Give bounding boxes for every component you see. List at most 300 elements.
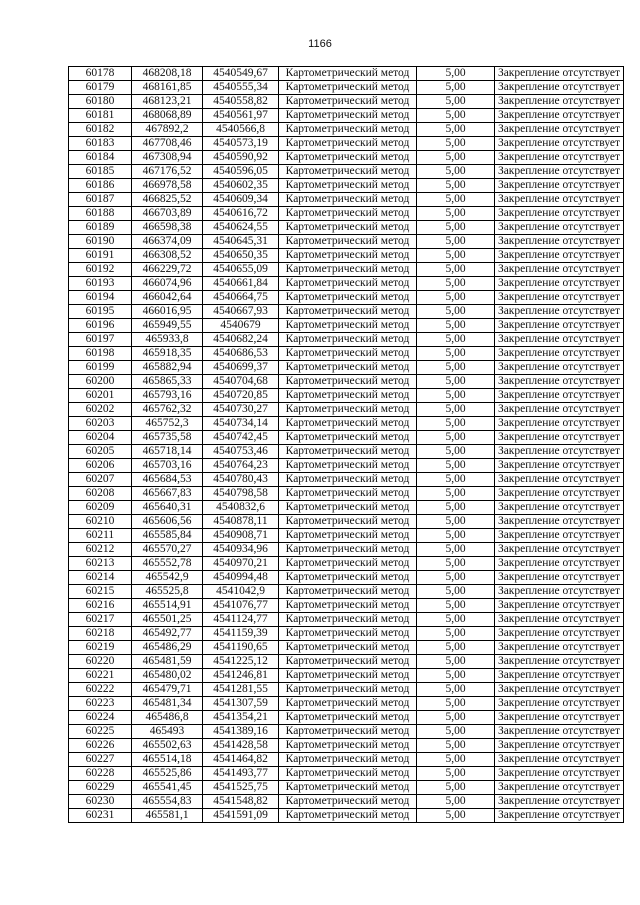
fixation-cell: Закрепление отсутствует xyxy=(495,151,624,165)
point-number-cell: 60178 xyxy=(69,67,132,81)
fixation-cell: Закрепление отсутствует xyxy=(495,795,624,809)
point-number-cell: 60215 xyxy=(69,585,132,599)
fixation-cell: Закрепление отсутствует xyxy=(495,445,624,459)
table-row xyxy=(69,277,624,291)
y-coordinate-cell: 4541281,55 xyxy=(203,683,279,697)
x-coordinate-cell: 468208,18 xyxy=(132,67,203,81)
accuracy-cell: 5,00 xyxy=(417,95,495,109)
page-number: 1166 xyxy=(308,38,332,50)
y-coordinate-cell: 4541190,65 xyxy=(203,641,279,655)
method-cell: Картометрический метод xyxy=(279,291,417,305)
fixation-cell: Закрепление отсутствует xyxy=(495,781,624,795)
fixation-cell: Закрепление отсутствует xyxy=(495,375,624,389)
point-number-cell: 60213 xyxy=(69,557,132,571)
accuracy-cell: 5,00 xyxy=(417,221,495,235)
point-number-cell: 60200 xyxy=(69,375,132,389)
method-cell: Картометрический метод xyxy=(279,767,417,781)
table-row xyxy=(69,585,624,599)
accuracy-cell: 5,00 xyxy=(417,515,495,529)
y-coordinate-cell: 4541124,77 xyxy=(203,613,279,627)
table-row xyxy=(69,137,624,151)
y-coordinate-cell: 4540878,11 xyxy=(203,515,279,529)
table-row xyxy=(69,739,624,753)
method-cell: Картометрический метод xyxy=(279,179,417,193)
table-row xyxy=(69,375,624,389)
point-number-cell: 60223 xyxy=(69,697,132,711)
method-cell: Картометрический метод xyxy=(279,319,417,333)
y-coordinate-cell: 4540602,35 xyxy=(203,179,279,193)
point-number-cell: 60180 xyxy=(69,95,132,109)
y-coordinate-cell: 4540664,75 xyxy=(203,291,279,305)
x-coordinate-cell: 465486,8 xyxy=(132,711,203,725)
point-number-cell: 60193 xyxy=(69,277,132,291)
fixation-cell: Закрепление отсутствует xyxy=(495,277,624,291)
accuracy-cell: 5,00 xyxy=(417,207,495,221)
x-coordinate-cell: 466042,64 xyxy=(132,291,203,305)
table-row xyxy=(69,417,624,431)
y-coordinate-cell: 4540686,53 xyxy=(203,347,279,361)
x-coordinate-cell: 465718,14 xyxy=(132,445,203,459)
accuracy-cell: 5,00 xyxy=(417,361,495,375)
x-coordinate-cell: 465541,45 xyxy=(132,781,203,795)
table-row xyxy=(69,711,624,725)
accuracy-cell: 5,00 xyxy=(417,655,495,669)
fixation-cell: Закрепление отсутствует xyxy=(495,95,624,109)
x-coordinate-cell: 465502,63 xyxy=(132,739,203,753)
table-row xyxy=(69,431,624,445)
y-coordinate-cell: 4541159,39 xyxy=(203,627,279,641)
x-coordinate-cell: 467708,46 xyxy=(132,137,203,151)
y-coordinate-cell: 4541389,16 xyxy=(203,725,279,739)
table-row xyxy=(69,361,624,375)
y-coordinate-cell: 4541493,77 xyxy=(203,767,279,781)
accuracy-cell: 5,00 xyxy=(417,683,495,697)
y-coordinate-cell: 4540832,6 xyxy=(203,501,279,515)
point-number-cell: 60192 xyxy=(69,263,132,277)
method-cell: Картометрический метод xyxy=(279,543,417,557)
point-number-cell: 60209 xyxy=(69,501,132,515)
fixation-cell: Закрепление отсутствует xyxy=(495,739,624,753)
point-number-cell: 60214 xyxy=(69,571,132,585)
y-coordinate-cell: 4540549,67 xyxy=(203,67,279,81)
method-cell: Картометрический метод xyxy=(279,389,417,403)
table-row xyxy=(69,795,624,809)
point-number-cell: 60225 xyxy=(69,725,132,739)
fixation-cell: Закрепление отсутствует xyxy=(495,333,624,347)
fixation-cell: Закрепление отсутствует xyxy=(495,263,624,277)
x-coordinate-cell: 465479,71 xyxy=(132,683,203,697)
point-number-cell: 60182 xyxy=(69,123,132,137)
point-number-cell: 60230 xyxy=(69,795,132,809)
point-number-cell: 60185 xyxy=(69,165,132,179)
method-cell: Картометрический метод xyxy=(279,529,417,543)
table-row xyxy=(69,655,624,669)
point-number-cell: 60198 xyxy=(69,347,132,361)
accuracy-cell: 5,00 xyxy=(417,543,495,557)
accuracy-cell: 5,00 xyxy=(417,67,495,81)
method-cell: Картометрический метод xyxy=(279,725,417,739)
y-coordinate-cell: 4540753,46 xyxy=(203,445,279,459)
method-cell: Картометрический метод xyxy=(279,683,417,697)
x-coordinate-cell: 465552,78 xyxy=(132,557,203,571)
method-cell: Картометрический метод xyxy=(279,137,417,151)
point-number-cell: 60184 xyxy=(69,151,132,165)
accuracy-cell: 5,00 xyxy=(417,795,495,809)
y-coordinate-cell: 4540742,45 xyxy=(203,431,279,445)
x-coordinate-cell: 465581,1 xyxy=(132,809,203,823)
method-cell: Картометрический метод xyxy=(279,165,417,179)
fixation-cell: Закрепление отсутствует xyxy=(495,417,624,431)
x-coordinate-cell: 465882,94 xyxy=(132,361,203,375)
x-coordinate-cell: 465735,58 xyxy=(132,431,203,445)
table-row xyxy=(69,641,624,655)
y-coordinate-cell: 4540667,93 xyxy=(203,305,279,319)
y-coordinate-cell: 4541246,81 xyxy=(203,669,279,683)
table-row xyxy=(69,459,624,473)
x-coordinate-cell: 465684,53 xyxy=(132,473,203,487)
y-coordinate-cell: 4541225,12 xyxy=(203,655,279,669)
point-number-cell: 60228 xyxy=(69,767,132,781)
y-coordinate-cell: 4540661,84 xyxy=(203,277,279,291)
y-coordinate-cell: 4541591,09 xyxy=(203,809,279,823)
table-row xyxy=(69,263,624,277)
fixation-cell: Закрепление отсутствует xyxy=(495,641,624,655)
x-coordinate-cell: 465667,83 xyxy=(132,487,203,501)
x-coordinate-cell: 465752,3 xyxy=(132,417,203,431)
fixation-cell: Закрепление отсутствует xyxy=(495,249,624,263)
method-cell: Картометрический метод xyxy=(279,221,417,235)
method-cell: Картометрический метод xyxy=(279,417,417,431)
point-number-cell: 60196 xyxy=(69,319,132,333)
method-cell: Картометрический метод xyxy=(279,655,417,669)
point-number-cell: 60218 xyxy=(69,627,132,641)
x-coordinate-cell: 465525,8 xyxy=(132,585,203,599)
x-coordinate-cell: 465486,29 xyxy=(132,641,203,655)
table-row xyxy=(69,613,624,627)
fixation-cell: Закрепление отсутствует xyxy=(495,697,624,711)
fixation-cell: Закрепление отсутствует xyxy=(495,193,624,207)
x-coordinate-cell: 468161,85 xyxy=(132,81,203,95)
accuracy-cell: 5,00 xyxy=(417,571,495,585)
accuracy-cell: 5,00 xyxy=(417,641,495,655)
point-number-cell: 60212 xyxy=(69,543,132,557)
point-number-cell: 60231 xyxy=(69,809,132,823)
point-number-cell: 60205 xyxy=(69,445,132,459)
fixation-cell: Закрепление отсутствует xyxy=(495,319,624,333)
fixation-cell: Закрепление отсутствует xyxy=(495,207,624,221)
x-coordinate-cell: 466703,89 xyxy=(132,207,203,221)
table-row xyxy=(69,319,624,333)
y-coordinate-cell: 4540609,34 xyxy=(203,193,279,207)
fixation-cell: Закрепление отсутствует xyxy=(495,81,624,95)
point-number-cell: 60202 xyxy=(69,403,132,417)
accuracy-cell: 5,00 xyxy=(417,529,495,543)
accuracy-cell: 5,00 xyxy=(417,711,495,725)
point-number-cell: 60191 xyxy=(69,249,132,263)
method-cell: Картометрический метод xyxy=(279,473,417,487)
y-coordinate-cell: 4540682,24 xyxy=(203,333,279,347)
accuracy-cell: 5,00 xyxy=(417,613,495,627)
point-number-cell: 60227 xyxy=(69,753,132,767)
x-coordinate-cell: 467892,2 xyxy=(132,123,203,137)
x-coordinate-cell: 465606,56 xyxy=(132,515,203,529)
table-row xyxy=(69,179,624,193)
x-coordinate-cell: 465480,02 xyxy=(132,669,203,683)
x-coordinate-cell: 465865,33 xyxy=(132,375,203,389)
table-row xyxy=(69,557,624,571)
method-cell: Картометрический метод xyxy=(279,459,417,473)
x-coordinate-cell: 465542,9 xyxy=(132,571,203,585)
x-coordinate-cell: 465493 xyxy=(132,725,203,739)
y-coordinate-cell: 4540780,43 xyxy=(203,473,279,487)
point-number-cell: 60188 xyxy=(69,207,132,221)
method-cell: Картометрический метод xyxy=(279,697,417,711)
table-row xyxy=(69,221,624,235)
fixation-cell: Закрепление отсутствует xyxy=(495,235,624,249)
point-number-cell: 60190 xyxy=(69,235,132,249)
table-body xyxy=(69,67,624,823)
y-coordinate-cell: 4541307,59 xyxy=(203,697,279,711)
y-coordinate-cell: 4540555,34 xyxy=(203,81,279,95)
x-coordinate-cell: 465554,83 xyxy=(132,795,203,809)
fixation-cell: Закрепление отсутствует xyxy=(495,291,624,305)
method-cell: Картометрический метод xyxy=(279,431,417,445)
table-row xyxy=(69,809,624,823)
accuracy-cell: 5,00 xyxy=(417,109,495,123)
x-coordinate-cell: 465585,84 xyxy=(132,529,203,543)
table-row xyxy=(69,207,624,221)
accuracy-cell: 5,00 xyxy=(417,487,495,501)
accuracy-cell: 5,00 xyxy=(417,459,495,473)
method-cell: Картометрический метод xyxy=(279,739,417,753)
method-cell: Картометрический метод xyxy=(279,305,417,319)
x-coordinate-cell: 467308,94 xyxy=(132,151,203,165)
table-row xyxy=(69,109,624,123)
x-coordinate-cell: 465703,16 xyxy=(132,459,203,473)
point-number-cell: 60183 xyxy=(69,137,132,151)
accuracy-cell: 5,00 xyxy=(417,627,495,641)
accuracy-cell: 5,00 xyxy=(417,431,495,445)
table-row xyxy=(69,291,624,305)
point-number-cell: 60181 xyxy=(69,109,132,123)
y-coordinate-cell: 4541548,82 xyxy=(203,795,279,809)
coordinates-table xyxy=(68,66,624,823)
method-cell: Картометрический метод xyxy=(279,333,417,347)
accuracy-cell: 5,00 xyxy=(417,137,495,151)
point-number-cell: 60224 xyxy=(69,711,132,725)
accuracy-cell: 5,00 xyxy=(417,557,495,571)
table-row xyxy=(69,669,624,683)
accuracy-cell: 5,00 xyxy=(417,599,495,613)
table-row xyxy=(69,683,624,697)
method-cell: Картометрический метод xyxy=(279,641,417,655)
table-row xyxy=(69,697,624,711)
fixation-cell: Закрепление отсутствует xyxy=(495,221,624,235)
x-coordinate-cell: 465514,18 xyxy=(132,753,203,767)
fixation-cell: Закрепление отсутствует xyxy=(495,347,624,361)
accuracy-cell: 5,00 xyxy=(417,333,495,347)
method-cell: Картометрический метод xyxy=(279,571,417,585)
y-coordinate-cell: 4540720,85 xyxy=(203,389,279,403)
table-row xyxy=(69,487,624,501)
accuracy-cell: 5,00 xyxy=(417,193,495,207)
point-number-cell: 60187 xyxy=(69,193,132,207)
method-cell: Картометрический метод xyxy=(279,627,417,641)
y-coordinate-cell: 4540934,96 xyxy=(203,543,279,557)
method-cell: Картометрический метод xyxy=(279,347,417,361)
fixation-cell: Закрепление отсутствует xyxy=(495,361,624,375)
table-row xyxy=(69,67,624,81)
x-coordinate-cell: 465501,25 xyxy=(132,613,203,627)
fixation-cell: Закрепление отсутствует xyxy=(495,459,624,473)
fixation-cell: Закрепление отсутствует xyxy=(495,683,624,697)
point-number-cell: 60211 xyxy=(69,529,132,543)
accuracy-cell: 5,00 xyxy=(417,235,495,249)
table-row xyxy=(69,235,624,249)
method-cell: Картометрический метод xyxy=(279,263,417,277)
accuracy-cell: 5,00 xyxy=(417,249,495,263)
point-number-cell: 60216 xyxy=(69,599,132,613)
y-coordinate-cell: 4540655,09 xyxy=(203,263,279,277)
fixation-cell: Закрепление отсутствует xyxy=(495,669,624,683)
y-coordinate-cell: 4540908,71 xyxy=(203,529,279,543)
table-row xyxy=(69,347,624,361)
y-coordinate-cell: 4540730,27 xyxy=(203,403,279,417)
method-cell: Картометрический метод xyxy=(279,599,417,613)
y-coordinate-cell: 4540994,48 xyxy=(203,571,279,585)
accuracy-cell: 5,00 xyxy=(417,697,495,711)
point-number-cell: 60217 xyxy=(69,613,132,627)
y-coordinate-cell: 4540798,58 xyxy=(203,487,279,501)
table-row xyxy=(69,193,624,207)
y-coordinate-cell: 4541354,21 xyxy=(203,711,279,725)
point-number-cell: 60189 xyxy=(69,221,132,235)
y-coordinate-cell: 4540970,21 xyxy=(203,557,279,571)
y-coordinate-cell: 4540590,92 xyxy=(203,151,279,165)
method-cell: Картометрический метод xyxy=(279,809,417,823)
accuracy-cell: 5,00 xyxy=(417,81,495,95)
accuracy-cell: 5,00 xyxy=(417,123,495,137)
method-cell: Картометрический метод xyxy=(279,151,417,165)
accuracy-cell: 5,00 xyxy=(417,781,495,795)
x-coordinate-cell: 467176,52 xyxy=(132,165,203,179)
accuracy-cell: 5,00 xyxy=(417,753,495,767)
accuracy-cell: 5,00 xyxy=(417,291,495,305)
fixation-cell: Закрепление отсутствует xyxy=(495,809,624,823)
point-number-cell: 60208 xyxy=(69,487,132,501)
method-cell: Картометрический метод xyxy=(279,613,417,627)
x-coordinate-cell: 466308,52 xyxy=(132,249,203,263)
point-number-cell: 60206 xyxy=(69,459,132,473)
method-cell: Картометрический метод xyxy=(279,235,417,249)
table-row xyxy=(69,123,624,137)
accuracy-cell: 5,00 xyxy=(417,151,495,165)
y-coordinate-cell: 4540679 xyxy=(203,319,279,333)
x-coordinate-cell: 465525,86 xyxy=(132,767,203,781)
method-cell: Картометрический метод xyxy=(279,109,417,123)
point-number-cell: 60201 xyxy=(69,389,132,403)
method-cell: Картометрический метод xyxy=(279,669,417,683)
accuracy-cell: 5,00 xyxy=(417,403,495,417)
accuracy-cell: 5,00 xyxy=(417,263,495,277)
method-cell: Картометрический метод xyxy=(279,277,417,291)
point-number-cell: 60229 xyxy=(69,781,132,795)
y-coordinate-cell: 4540624,55 xyxy=(203,221,279,235)
table-row xyxy=(69,571,624,585)
fixation-cell: Закрепление отсутствует xyxy=(495,123,624,137)
table-row xyxy=(69,529,624,543)
accuracy-cell: 5,00 xyxy=(417,669,495,683)
point-number-cell: 60203 xyxy=(69,417,132,431)
x-coordinate-cell: 466978,58 xyxy=(132,179,203,193)
x-coordinate-cell: 466016,95 xyxy=(132,305,203,319)
method-cell: Картометрический метод xyxy=(279,445,417,459)
point-number-cell: 60199 xyxy=(69,361,132,375)
y-coordinate-cell: 4540558,82 xyxy=(203,95,279,109)
method-cell: Картометрический метод xyxy=(279,249,417,263)
method-cell: Картометрический метод xyxy=(279,207,417,221)
y-coordinate-cell: 4540573,19 xyxy=(203,137,279,151)
y-coordinate-cell: 4540561,97 xyxy=(203,109,279,123)
y-coordinate-cell: 4540764,23 xyxy=(203,459,279,473)
method-cell: Картометрический метод xyxy=(279,795,417,809)
point-number-cell: 60194 xyxy=(69,291,132,305)
y-coordinate-cell: 4540616,72 xyxy=(203,207,279,221)
y-coordinate-cell: 4540734,14 xyxy=(203,417,279,431)
y-coordinate-cell: 4541042,9 xyxy=(203,585,279,599)
fixation-cell: Закрепление отсутствует xyxy=(495,137,624,151)
point-number-cell: 60221 xyxy=(69,669,132,683)
point-number-cell: 60219 xyxy=(69,641,132,655)
method-cell: Картометрический метод xyxy=(279,781,417,795)
fixation-cell: Закрепление отсутствует xyxy=(495,655,624,669)
table-row xyxy=(69,627,624,641)
fixation-cell: Закрепление отсутствует xyxy=(495,305,624,319)
method-cell: Картометрический метод xyxy=(279,361,417,375)
method-cell: Картометрический метод xyxy=(279,487,417,501)
accuracy-cell: 5,00 xyxy=(417,767,495,781)
x-coordinate-cell: 466229,72 xyxy=(132,263,203,277)
fixation-cell: Закрепление отсутствует xyxy=(495,501,624,515)
fixation-cell: Закрепление отсутствует xyxy=(495,403,624,417)
y-coordinate-cell: 4540645,31 xyxy=(203,235,279,249)
fixation-cell: Закрепление отсутствует xyxy=(495,711,624,725)
point-number-cell: 60226 xyxy=(69,739,132,753)
y-coordinate-cell: 4540650,35 xyxy=(203,249,279,263)
x-coordinate-cell: 465492,77 xyxy=(132,627,203,641)
table-row xyxy=(69,151,624,165)
method-cell: Картометрический метод xyxy=(279,193,417,207)
point-number-cell: 60220 xyxy=(69,655,132,669)
fixation-cell: Закрепление отсутствует xyxy=(495,529,624,543)
fixation-cell: Закрепление отсутствует xyxy=(495,389,624,403)
y-coordinate-cell: 4541076,77 xyxy=(203,599,279,613)
method-cell: Картометрический метод xyxy=(279,95,417,109)
x-coordinate-cell: 465570,27 xyxy=(132,543,203,557)
x-coordinate-cell: 465918,35 xyxy=(132,347,203,361)
point-number-cell: 60222 xyxy=(69,683,132,697)
accuracy-cell: 5,00 xyxy=(417,319,495,333)
accuracy-cell: 5,00 xyxy=(417,165,495,179)
y-coordinate-cell: 4540566,8 xyxy=(203,123,279,137)
table-row xyxy=(69,445,624,459)
accuracy-cell: 5,00 xyxy=(417,375,495,389)
fixation-cell: Закрепление отсутствует xyxy=(495,431,624,445)
accuracy-cell: 5,00 xyxy=(417,585,495,599)
fixation-cell: Закрепление отсутствует xyxy=(495,725,624,739)
method-cell: Картометрический метод xyxy=(279,501,417,515)
x-coordinate-cell: 465481,34 xyxy=(132,697,203,711)
